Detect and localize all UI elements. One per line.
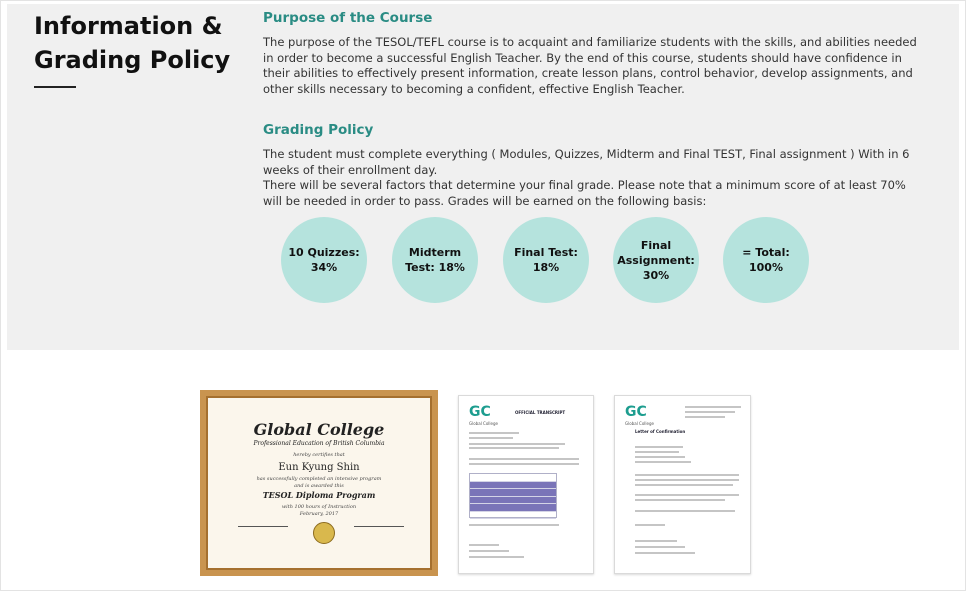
grading-text-2: There will be several factors that determine your final grade. Please note that a minimum score of at least 70% will be needed in order to pass. Grades will be earned on the following basis: [263, 178, 906, 208]
text-line [635, 479, 739, 481]
text-line [635, 461, 691, 463]
confirmation-letter-image[interactable] [614, 395, 751, 574]
transcript-heading: OFFICIAL TRANSCRIPT [515, 410, 566, 415]
certificate-subtitle: Professional Education of British Columbia [253, 440, 385, 447]
text-line [469, 443, 565, 445]
certificate-program: TESOL Diploma Program [262, 490, 376, 500]
table-row [470, 504, 556, 512]
text-line [469, 447, 559, 449]
logo-caption: Global College [625, 421, 654, 426]
text-line [635, 446, 683, 448]
grade-breakdown [281, 217, 841, 303]
text-line [635, 552, 695, 554]
certificate-awarded: and is awarded this [294, 483, 344, 489]
logo-caption: Global College [469, 421, 498, 426]
table-row [470, 489, 556, 497]
certificate-completed: has successfully completed an intensive program [256, 476, 382, 482]
text-line [469, 556, 524, 558]
certificate-name: Eun Kyung Shin [278, 462, 360, 473]
text-line [635, 540, 677, 542]
table-row [470, 482, 556, 490]
table-row [470, 512, 556, 520]
text-line [635, 451, 679, 453]
grading-heading: Grading Policy [263, 122, 374, 138]
text-line [635, 510, 735, 512]
page-title-line1: Information & [34, 12, 223, 40]
purpose-text: The purpose of the TESOL/TEFL course is to acquaint and familiarize students with the skills, and abilities needed in order to become a successful English Teacher. By the end of this course, students should have confidence in their abilities to effectively present information, create lesson plans, control behavior, develop assignments, and other skills necessary to becoming a confident, effective English Teacher. [263, 35, 917, 96]
grade-quizzes: 10 Quizzes: 34% [281, 217, 367, 303]
text-line [635, 524, 665, 526]
college-logo-icon: GC [625, 404, 647, 420]
letter-heading: Letter of Confirmation [635, 429, 686, 434]
text-line [635, 494, 739, 496]
table-row [470, 474, 556, 482]
gold-seal-icon [313, 522, 335, 544]
certificate-body [206, 396, 432, 570]
grade-final-assignment: Final Assignment: 30% [613, 217, 699, 303]
purpose-heading: Purpose of the Course [263, 10, 433, 26]
text-line [635, 499, 725, 501]
text-line [469, 544, 499, 546]
text-line [635, 456, 685, 458]
text-line [685, 406, 741, 408]
signature-left [238, 526, 288, 527]
text-line [635, 546, 685, 548]
page-title [34, 9, 234, 77]
title-divider [34, 86, 76, 88]
text-line [685, 416, 725, 418]
text-line [469, 432, 519, 434]
text-line [469, 550, 509, 552]
text-line [469, 458, 579, 460]
transcript-image[interactable] [458, 395, 594, 574]
signature-right [354, 526, 404, 527]
grade-midterm: Midterm Test: 18% [392, 217, 478, 303]
text-line [635, 474, 739, 476]
table-row [470, 497, 556, 505]
text-line [469, 524, 559, 526]
grades-table [469, 473, 557, 518]
grade-final-test: Final Test: 18% [503, 217, 589, 303]
certificate-image[interactable] [200, 390, 438, 576]
text-line [635, 484, 733, 486]
text-line [685, 411, 735, 413]
certificate-date: February, 2017 [299, 511, 339, 517]
grade-total: = Total: 100% [723, 217, 809, 303]
certificate-hours: with 100 hours of Instruction [281, 504, 357, 510]
text-line [469, 463, 579, 465]
certificate-college: Global College [253, 420, 385, 439]
text-line [469, 437, 513, 439]
page-title-line2: Grading Policy [34, 46, 231, 74]
college-logo-icon: GC [469, 404, 491, 420]
grading-text-1: The student must complete everything ( Modules, Quizzes, Midterm and Final TEST, Final assignment ) With in 6 weeks of their enrollment day. [263, 147, 910, 177]
certificate-certify: hereby certifies that [293, 452, 345, 458]
